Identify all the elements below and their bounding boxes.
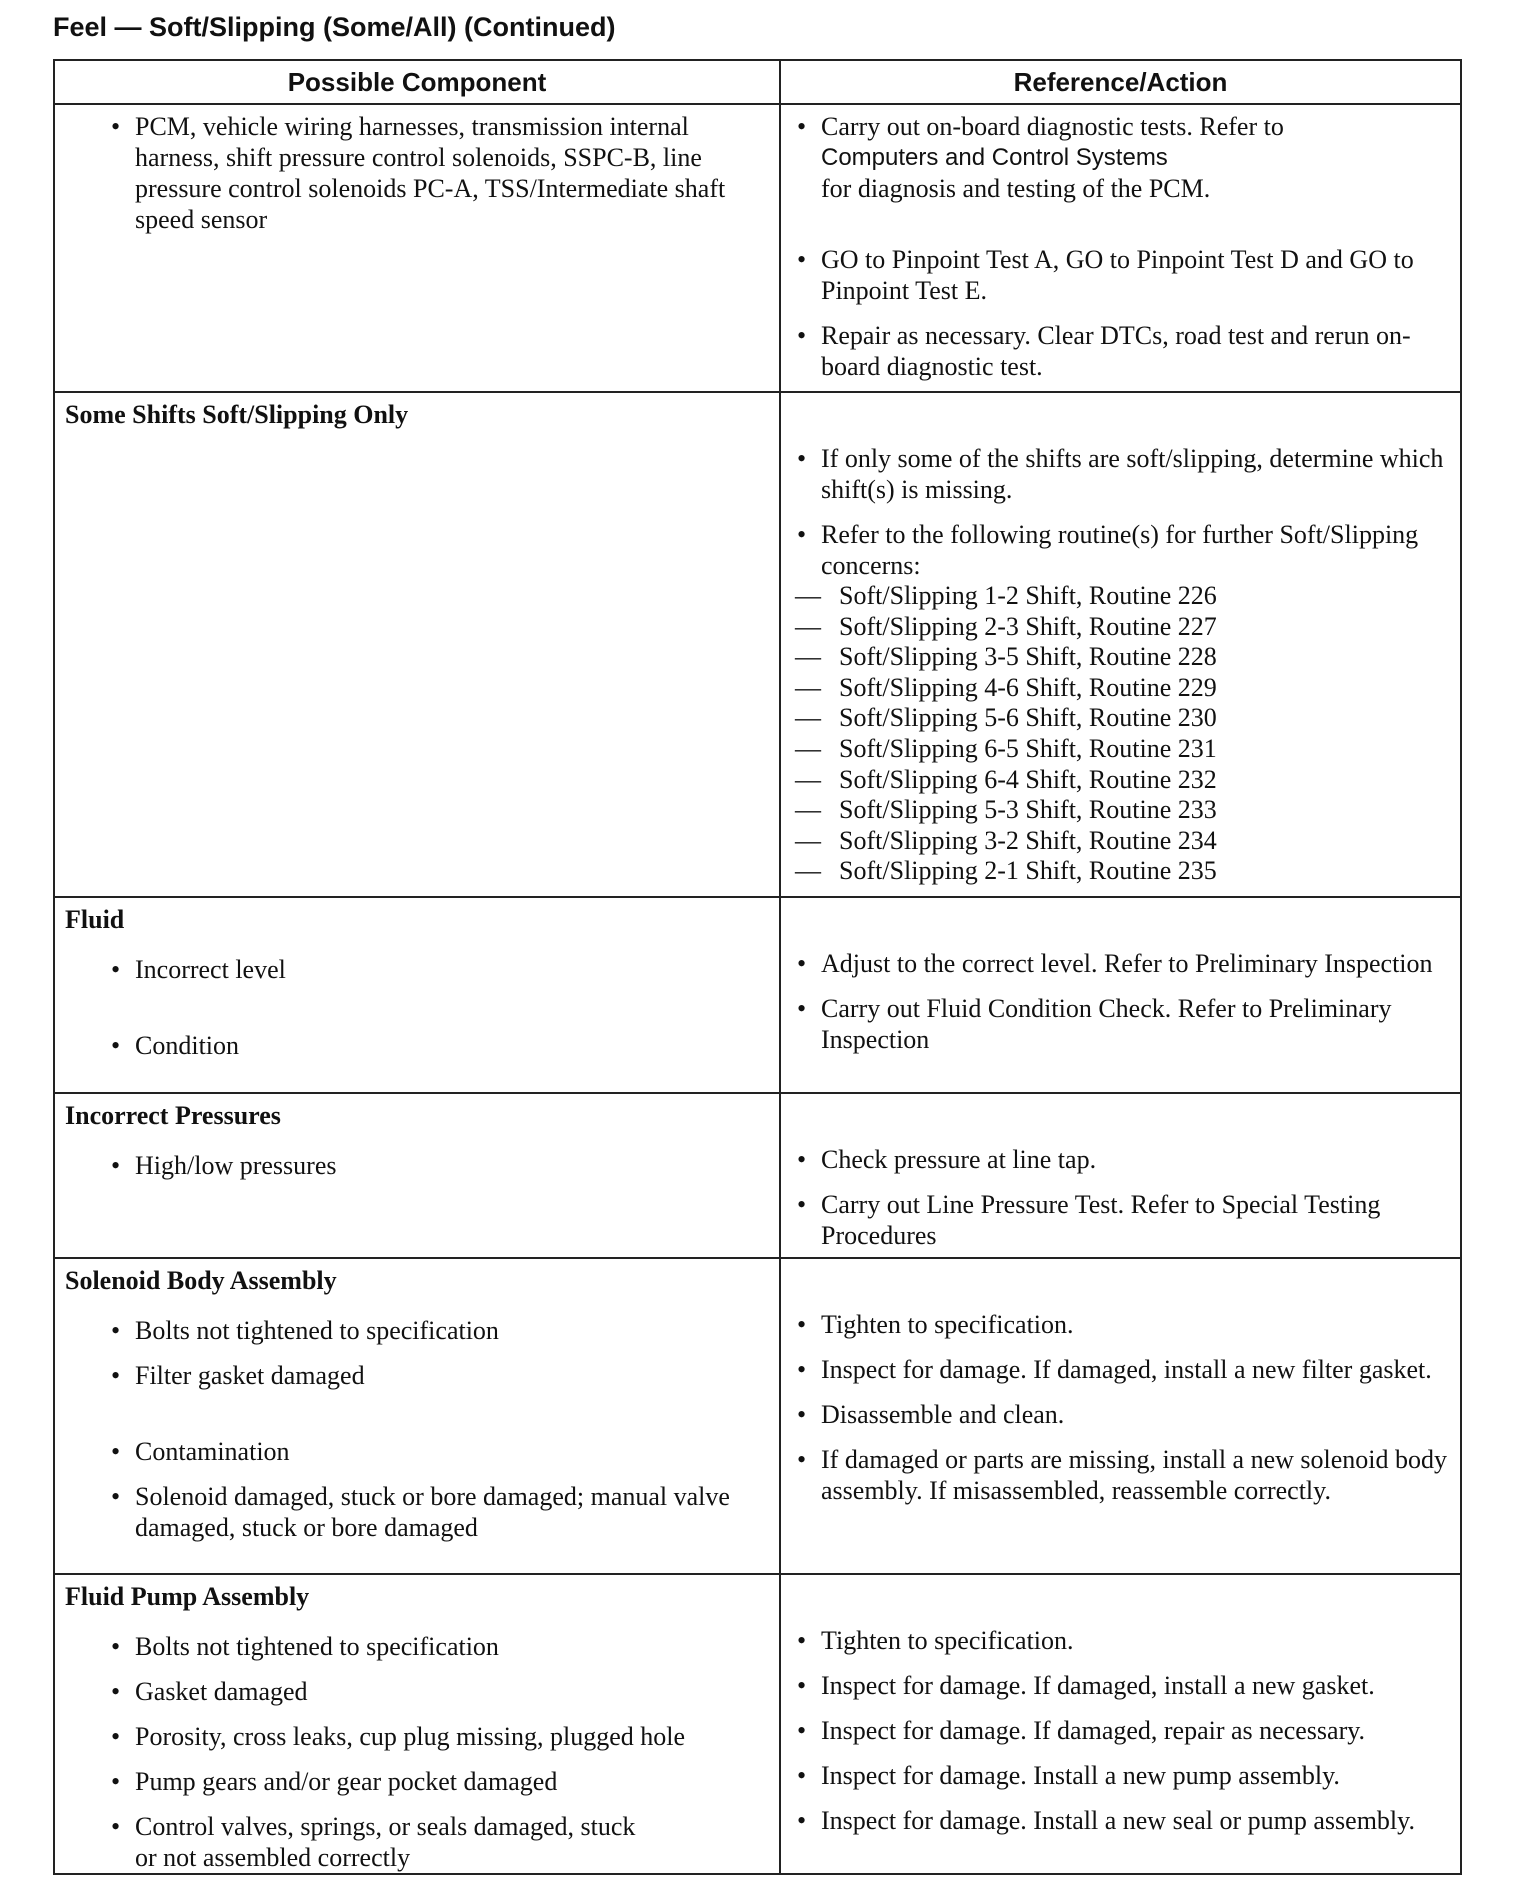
table-row bbox=[54, 104, 1461, 392]
action-item: • Inspect for damage. Install a new pump assembly. bbox=[781, 1760, 1460, 1791]
table-row bbox=[54, 1574, 1461, 1874]
list-item: — Soft/Slipping 4-6 Shift, Routine 229 bbox=[781, 673, 1460, 704]
action-item: • Disassemble and clean. bbox=[781, 1399, 1460, 1430]
component-item: • Condition bbox=[55, 1030, 779, 1061]
component-item: • Bolts not tightened to specification bbox=[55, 1315, 779, 1346]
component-cell bbox=[54, 1258, 780, 1574]
component-item: • Pump gears and/or gear pocket damaged bbox=[55, 1766, 779, 1797]
section-title: Some Shifts Soft/Slipping Only bbox=[65, 400, 409, 429]
action-cell bbox=[780, 897, 1461, 1093]
component-cell bbox=[54, 1574, 780, 1874]
section-title: Fluid Pump Assembly bbox=[65, 1582, 310, 1611]
component-item: • Incorrect level bbox=[55, 954, 779, 985]
action-item: • Refer to the following routine(s) for further Soft/Slipping concerns: bbox=[781, 519, 1460, 581]
action-cell bbox=[780, 104, 1461, 392]
reference-link: Computers and Control Systems bbox=[821, 144, 1168, 171]
list-item: — Soft/Slipping 2-1 Shift, Routine 235 bbox=[781, 856, 1460, 887]
header-reference-action: Reference/Action bbox=[780, 60, 1461, 104]
component-item: • Solenoid damaged, stuck or bore damaged; manual valve damaged, stuck or bore damaged bbox=[55, 1481, 779, 1543]
component-item: • Porosity, cross leaks, cup plug missing, plugged hole bbox=[55, 1721, 779, 1752]
table-row bbox=[54, 1093, 1461, 1258]
list-item: — Soft/Slipping 3-2 Shift, Routine 234 bbox=[781, 826, 1460, 857]
action-item: • Inspect for damage. If damaged, install a new filter gasket. bbox=[781, 1354, 1460, 1385]
page-title: Feel — Soft/Slipping (Some/All) (Continued) bbox=[53, 12, 616, 42]
table-row bbox=[54, 1258, 1461, 1574]
list-item: — Soft/Slipping 5-6 Shift, Routine 230 bbox=[781, 703, 1460, 734]
component-item: • Contamination bbox=[55, 1436, 779, 1467]
action-item: • If damaged or parts are missing, install a new solenoid body assembly. If misassembled, reassemble correctly. bbox=[781, 1444, 1460, 1506]
action-item: • Inspect for damage. If damaged, install a new gasket. bbox=[781, 1670, 1460, 1701]
action-cell bbox=[780, 1093, 1461, 1258]
list-item: — Soft/Slipping 3-5 Shift, Routine 228 bbox=[781, 642, 1460, 673]
action-item: • Repair as necessary. Clear DTCs, road test and rerun on-board diagnostic test. bbox=[781, 320, 1460, 382]
action-cell bbox=[780, 1574, 1461, 1874]
component-cell bbox=[54, 104, 780, 392]
list-item: — Soft/Slipping 2-3 Shift, Routine 227 bbox=[781, 612, 1460, 643]
list-item: — Soft/Slipping 6-4 Shift, Routine 232 bbox=[781, 765, 1460, 796]
component-item: • Control valves, springs, or seals damaged, stuck or not assembled correctly bbox=[55, 1811, 779, 1873]
component-cell bbox=[54, 392, 780, 897]
component-item: • Gasket damaged bbox=[55, 1676, 779, 1707]
list-item: — Soft/Slipping 1-2 Shift, Routine 226 bbox=[781, 581, 1460, 612]
action-item: • Carry out Fluid Condition Check. Refer to Preliminary Inspection bbox=[781, 993, 1460, 1055]
action-item: • Tighten to specification. bbox=[781, 1625, 1460, 1656]
action-item: • Inspect for damage. If damaged, repair as necessary. bbox=[781, 1715, 1460, 1746]
action-item: • Adjust to the correct level. Refer to Preliminary Inspection bbox=[781, 948, 1460, 979]
action-text: for diagnosis and testing of the PCM. bbox=[821, 174, 1211, 203]
component-item: • High/low pressures bbox=[55, 1150, 779, 1181]
header-possible-component: Possible Component bbox=[54, 60, 780, 104]
action-item: • If only some of the shifts are soft/slipping, determine which shift(s) is missing. bbox=[781, 443, 1460, 505]
component-cell bbox=[54, 1093, 780, 1258]
action-item: • Inspect for damage. Install a new seal or pump assembly. bbox=[781, 1805, 1460, 1836]
diagnosis-table bbox=[53, 59, 1462, 1875]
component-item: • Filter gasket damaged bbox=[55, 1360, 779, 1391]
action-item: • Check pressure at line tap. bbox=[781, 1144, 1460, 1175]
section-title: Solenoid Body Assembly bbox=[65, 1266, 337, 1295]
section-title: Incorrect Pressures bbox=[65, 1101, 281, 1130]
component-item: • Bolts not tightened to specification bbox=[55, 1631, 779, 1662]
action-item bbox=[781, 111, 1460, 204]
routine-list bbox=[781, 581, 1460, 887]
list-item: — Soft/Slipping 6-5 Shift, Routine 231 bbox=[781, 734, 1460, 765]
action-text: • Carry out on-board diagnostic tests. Refer to bbox=[821, 112, 1284, 141]
component-item: • PCM, vehicle wiring harnesses, transmission internal harness, shift pressure control solenoids, SSPC-B, line pressure control solenoids PC-A, TSS/Intermediate shaft speed sensor bbox=[55, 111, 779, 235]
section-title: Fluid bbox=[65, 905, 125, 934]
action-cell bbox=[780, 1258, 1461, 1574]
action-item: • GO to Pinpoint Test A, GO to Pinpoint Test D and GO to Pinpoint Test E. bbox=[781, 244, 1460, 306]
action-cell bbox=[780, 392, 1461, 897]
action-item: • Carry out Line Pressure Test. Refer to Special Testing Procedures bbox=[781, 1189, 1460, 1251]
action-item: • Tighten to specification. bbox=[781, 1309, 1460, 1340]
table-header-row bbox=[54, 60, 1461, 104]
list-item: — Soft/Slipping 5-3 Shift, Routine 233 bbox=[781, 795, 1460, 826]
table-row bbox=[54, 392, 1461, 897]
table-row bbox=[54, 897, 1461, 1093]
component-cell bbox=[54, 897, 780, 1093]
